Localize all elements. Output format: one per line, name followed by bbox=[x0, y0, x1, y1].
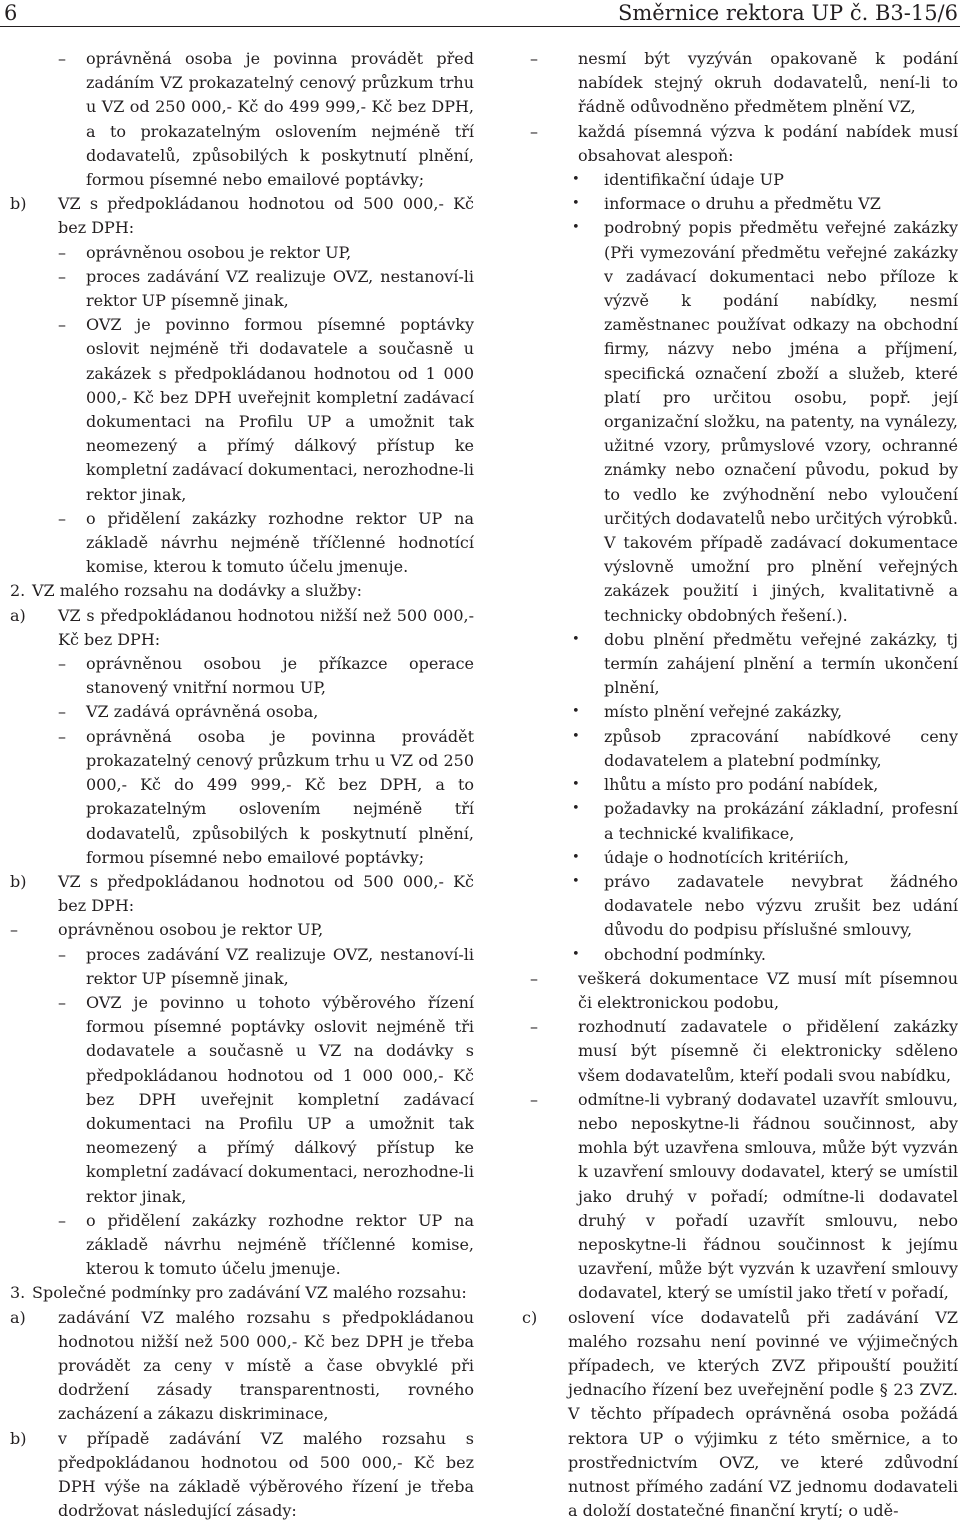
list-item-text: každá písemná výzva k podání nabídek musí obsahovat alespoň: bbox=[578, 121, 958, 165]
list-item bbox=[10, 1209, 474, 1282]
list-marker: c) bbox=[522, 1307, 538, 1327]
list-marker: • bbox=[572, 946, 580, 962]
list-marker: • bbox=[572, 220, 580, 236]
list-item bbox=[10, 700, 474, 724]
list-item-text: oprávněná osoba je povinna provádět prokazatelný cenový průzkum trhu u VZ od 250 000,- Kč do 499 999,- Kč bez DPH, a to prokazatelným oslovením nejméně tří dodavatelů, způsobilých k poskytnutí plnění, formou písemné nebo emailové poptávky; bbox=[86, 726, 474, 867]
list-item bbox=[520, 192, 958, 216]
list-item-text: VZ s předpokládanou hodnotou od 500 000,- Kč bez DPH: bbox=[58, 194, 474, 238]
list-item-text: OVZ je povinno u tohoto výběrového řízení formou písemné poptávky oslovit nejméně tři dodavatele a současně u VZ na dodávky s předpokládanou hodnotou od 1 000 000,- Kč bez DPH uveřejnit kompletní zadávací dokumentaci na Profilu UP a umožnit tak neomezený a přímý dálkový přístup ke kompletní zadávací dokumentaci, nerozhodne-li rektor jinak, bbox=[86, 992, 474, 1206]
list-item-text: nesmí být vyzýván opakovaně k podání nabídek stejný okruh dodavatelů, není-li to řádně odůvodněno předmětem plnění VZ, bbox=[578, 49, 958, 117]
list-item bbox=[10, 918, 474, 942]
list-marker: – bbox=[58, 315, 66, 335]
list-item bbox=[520, 967, 958, 1015]
list-item bbox=[520, 47, 958, 120]
list-item bbox=[10, 725, 474, 870]
list-item bbox=[520, 943, 958, 967]
list-item-text: právo zadavatele nevybrat žádného dodavatele nebo výzvu zrušit bez udání důvodu do podpisu příslušné smlouvy, bbox=[604, 871, 958, 940]
list-item-text: odmítne-li vybraný dodavatel uzavřít smlouvu, nebo neposkytne-li řádnou součinnost, aby mohla být uzavřena smlouva, může být vyzván k uzavření smlouvy dodavatel, který se umístil jako druhý v pořadí; odmítne-li dodavatel druhý v pořadí uzavřít smlouvu, nebo neposkytne-li řádnou součinnost k jejímu uzavření, může být vyzván k uzavření smlouvy dodavatel, který se umístil jako třetí v pořadí, bbox=[578, 1089, 958, 1303]
list-marker: – bbox=[530, 1089, 538, 1109]
list-item bbox=[10, 313, 474, 507]
list-item-text: proces zadávání VZ realizuje OVZ, nestanoví-li rektor UP písemně jinak, bbox=[86, 266, 474, 311]
list-marker: b) bbox=[10, 1428, 27, 1448]
list-item bbox=[520, 700, 958, 724]
page-header bbox=[0, 0, 960, 27]
list-item-text: informace o druhu a předmětu VZ bbox=[604, 194, 881, 214]
list-marker: – bbox=[530, 49, 538, 68]
list-marker: • bbox=[572, 196, 580, 212]
list-item-text: oprávněná osoba je povinna provádět před zadáním VZ prokazatelný cenový průzkum trhu u VZ od 250 000,- Kč do 499 999,- Kč bez DPH, a to prokazatelným oslovením nejméně tří dodavatelů, způsobilých k poskytnutí plnění, formou písemné nebo emailové poptávky; bbox=[86, 49, 474, 190]
list-item-text: údaje o hodnotících kritériích, bbox=[604, 847, 850, 867]
list-item-text: obchodní podmínky. bbox=[604, 944, 766, 964]
list-item bbox=[520, 797, 958, 845]
list-marker: – bbox=[58, 944, 66, 964]
list-marker: – bbox=[58, 49, 66, 68]
list-marker: 3. bbox=[10, 1283, 26, 1303]
list-item bbox=[10, 870, 474, 918]
list-item bbox=[520, 1088, 958, 1306]
list-item-text: o přidělení zakázky rozhodne rektor UP na základě návrhu nejméně tříčlenné hodnotící komise, kterou k tomuto účelu jmenuje. bbox=[86, 508, 474, 577]
list-item-text: veškerá dokumentace VZ musí mít písemnou či elektronickou podobu, bbox=[578, 968, 958, 1012]
list-marker: – bbox=[58, 992, 66, 1012]
list-marker: a) bbox=[10, 605, 26, 625]
list-item-text: zadávání VZ malého rozsahu s předpokládanou hodnotou nižší než 500 000,- Kč bez DPH je třeba provádět za ceny v místě a čase obvyklé při dodržení zásady transparentnosti, rovného zacházení a zákazu diskriminace, bbox=[58, 1307, 474, 1424]
list-item bbox=[520, 1015, 958, 1088]
list-item bbox=[520, 216, 958, 627]
list-item-text: VZ zadává oprávněná osoba, bbox=[86, 702, 319, 722]
list-marker: – bbox=[58, 242, 66, 262]
list-item bbox=[10, 265, 474, 313]
list-item-text: Společné podmínky pro zadávání VZ malého rozsahu: bbox=[32, 1283, 467, 1303]
list-marker: – bbox=[530, 121, 538, 141]
list-marker: • bbox=[572, 873, 580, 889]
list-item-text: oprávněnou osobou je rektor UP, bbox=[86, 242, 352, 262]
list-marker: b) bbox=[10, 871, 27, 891]
list-item bbox=[520, 628, 958, 701]
list-item bbox=[10, 604, 474, 652]
list-item-text: způsob zpracování nabídkové ceny dodavatelem a platební podmínky, bbox=[604, 726, 958, 770]
list-item bbox=[10, 579, 474, 603]
list-item bbox=[520, 870, 958, 943]
list-item bbox=[10, 1306, 474, 1427]
list-item bbox=[10, 47, 474, 192]
list-item bbox=[520, 120, 958, 168]
list-item bbox=[520, 725, 958, 773]
list-marker: – bbox=[58, 654, 66, 674]
list-item-text: podrobný popis předmětu veřejné zakázky (Při vymezování předmětu veřejné zakázky v zadávací dokumentaci nebo příloze k výzvě k podání nabídky, nesmí zaměstnanec používat odkazy na obchodní firmy, názvy nebo jména a příjmení, specifická označení zboží a služeb, které platí pro určitou osobu, popř. její organizační složku, na patenty, na vynálezy, užitné vzory, průmyslové vzory, ochranné známky nebo označení původu, pokud by to vedlo ke zvýhodnění nebo vyloučení určitých dodavatelů nebo určitých výrobků. V takovém případě zadávací dokumentace výslovně umožní pro plnění veřejných zakázek použití i jiných, kvalitativně a technicky obdobných řešení.). bbox=[604, 218, 958, 625]
list-item-text: oslovení více dodavatelů při zadávání VZ malého rozsahu není povinné ve výjimečných případech, ve kterých ZVZ připouští použití jednacího řízení bez uveřejnění podle § 23 ZVZ. V těchto případech oprávněná osoba požádá rektora UP o výjimku z této směrnice, a to prostřednictvím OVZ, ve které zdůvodní nutnost přímého zadání VZ jednomu dodavateli a doloží dostatečné finanční krytí; o udě- bbox=[568, 1307, 958, 1521]
running-title: Směrnice rektora UP č. B3-15/6 bbox=[617, 1, 958, 25]
list-item bbox=[10, 192, 474, 240]
list-marker: – bbox=[58, 1210, 66, 1230]
list-marker: • bbox=[572, 801, 580, 817]
list-marker: – bbox=[58, 508, 66, 528]
list-item-text: v případě zadávání VZ malého rozsahu s předpokládanou hodnotou od 500 000,- Kč bez DPH výše na základě výběrového řízení je třeba dodržovat následující zásady: bbox=[58, 1428, 474, 1521]
list-item-text: dobu plnění předmětu veřejné zakázky, tj termín zahájení plnění a termín ukončení plnění, bbox=[604, 629, 958, 698]
list-marker: – bbox=[10, 920, 18, 940]
left-text-column bbox=[10, 47, 474, 1523]
list-item-text: požadavky na prokázání základní, profesní a technické kvalifikace, bbox=[604, 799, 958, 843]
list-marker: • bbox=[572, 172, 580, 188]
list-item bbox=[10, 1427, 474, 1523]
list-item bbox=[10, 507, 474, 580]
list-item-text: o přidělení zakázky rozhodne rektor UP na základě návrhu nejméně tříčlenné komise, kterou k tomuto účelu jmenuje. bbox=[86, 1210, 474, 1279]
list-item-text: identifikační údaje UP bbox=[604, 170, 784, 190]
list-item bbox=[10, 1281, 474, 1305]
list-marker: a) bbox=[10, 1307, 26, 1327]
list-marker: • bbox=[572, 777, 580, 793]
list-item bbox=[520, 168, 958, 192]
list-item bbox=[10, 991, 474, 1209]
list-marker: – bbox=[530, 968, 538, 988]
list-item-text: VZ s předpokládanou hodnotou nižší než 500 000,- Kč bez DPH: bbox=[58, 605, 474, 649]
list-item-text: místo plnění veřejné zakázky, bbox=[604, 702, 843, 722]
list-item-text: rozhodnutí zadavatele o přidělení zakázky musí být písemně či elektronicky sděleno všem dodavatelům, kteří podali svou nabídku, bbox=[578, 1017, 958, 1085]
list-item-text: lhůtu a místo pro podání nabídek, bbox=[604, 775, 879, 795]
list-marker: • bbox=[572, 631, 580, 647]
list-item bbox=[520, 773, 958, 797]
list-marker: • bbox=[572, 728, 580, 744]
list-marker: – bbox=[58, 702, 66, 722]
page-number: 6 bbox=[4, 1, 18, 25]
right-text-column bbox=[520, 47, 958, 1523]
list-item-text: oprávněnou osobou je příkazce operace stanovený vnitřní normou UP, bbox=[86, 654, 474, 698]
list-item bbox=[10, 943, 474, 991]
list-marker: • bbox=[572, 849, 580, 865]
list-item-text: oprávněnou osobou je rektor UP, bbox=[58, 920, 324, 940]
list-item bbox=[520, 1306, 958, 1523]
list-item-text: OVZ je povinno formou písemné poptávky oslovit nejméně tři dodavatele a současně u zakázek s předpokládanou hodnotou od 1 000 000,- Kč bez DPH uveřejnit kompletní zadávací dokumentaci na Profilu UP a umožnit tak neomezený a přímý dálkový přístup ke kompletní zadávací dokumentaci, nerozhodne-li rektor jinak, bbox=[86, 315, 474, 504]
list-item-text: VZ malého rozsahu na dodávky a služby: bbox=[32, 581, 363, 601]
list-item bbox=[10, 652, 474, 700]
list-marker: – bbox=[58, 726, 66, 746]
list-item bbox=[520, 846, 958, 870]
list-item-text: proces zadávání VZ realizuje OVZ, nestanoví-li rektor UP písemně jinak, bbox=[86, 944, 474, 988]
list-marker: b) bbox=[10, 194, 27, 214]
list-item-text: VZ s předpokládanou hodnotou od 500 000,- Kč bez DPH: bbox=[58, 871, 474, 916]
list-marker: – bbox=[58, 266, 66, 286]
list-marker: – bbox=[530, 1017, 538, 1037]
list-item bbox=[10, 241, 474, 265]
list-marker: 2. bbox=[10, 581, 26, 601]
list-marker: • bbox=[572, 704, 580, 720]
